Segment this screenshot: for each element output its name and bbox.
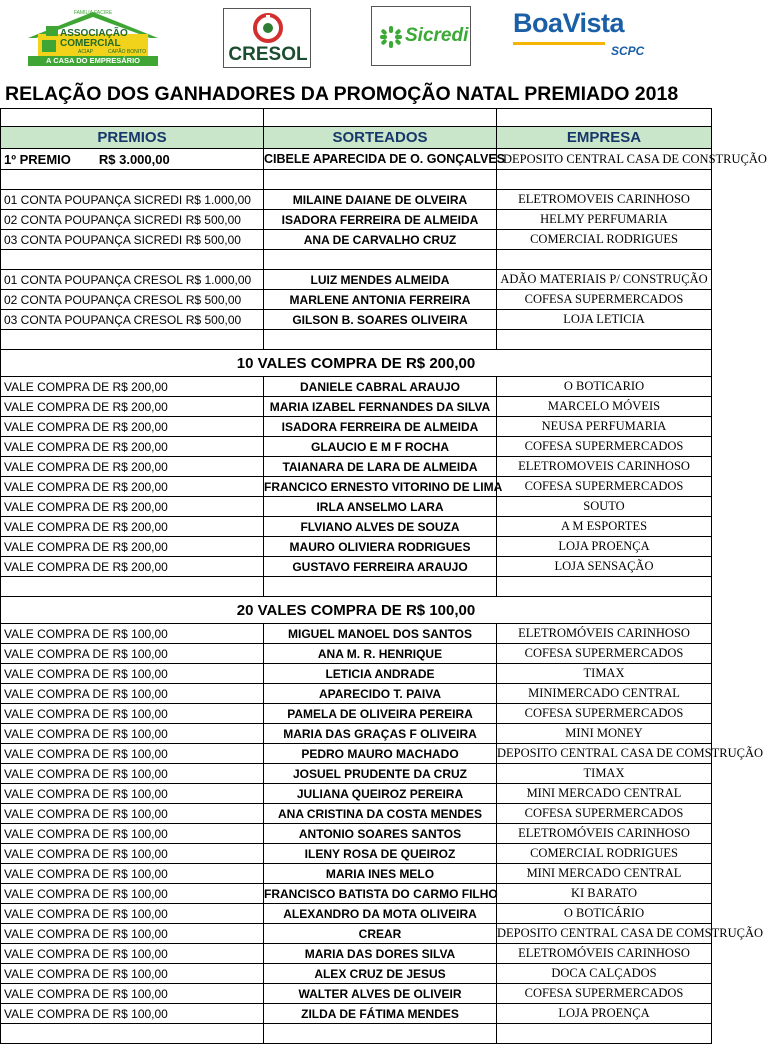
winner-cell: GUSTAVO FERREIRA ARAUJO bbox=[264, 557, 497, 577]
company-cell: LOJA LETICIA bbox=[497, 310, 712, 330]
prize-cell: 03 CONTA POUPANÇA CRESOL R$ 500,00 bbox=[1, 310, 264, 330]
company-cell: DEPOSITO CENTRAL CASA DE COMSTRUÇÃO bbox=[497, 744, 712, 764]
winner-cell: PAMELA DE OLIVEIRA PEREIRA bbox=[264, 704, 497, 724]
winner-cell: ANA M. R. HENRIQUE bbox=[264, 644, 497, 664]
cresol-logo bbox=[223, 8, 311, 68]
winners-table-body bbox=[1, 109, 767, 1044]
winner-cell: JULIANA QUEIROZ PEREIRA bbox=[264, 784, 497, 804]
prize-cell: VALE COMPRA DE R$ 100,00 bbox=[1, 684, 264, 704]
voucher-100-row bbox=[1, 924, 712, 944]
voucher-100-row bbox=[1, 704, 712, 724]
section-100-title: 20 VALES COMPRA DE R$ 100,00 bbox=[1, 597, 712, 624]
sicredi-prize-row bbox=[1, 210, 712, 230]
company-cell: COFESA SUPERMERCADOS bbox=[497, 290, 712, 310]
acic-line1: ASSOCIAÇÃO bbox=[60, 28, 128, 39]
company-cell: MINI MERCADO CENTRAL bbox=[497, 784, 712, 804]
winner-cell: FRANCICO ERNESTO VITORINO DE LIMA bbox=[264, 477, 497, 497]
prize-cell: VALE COMPRA DE R$ 100,00 bbox=[1, 764, 264, 784]
company-cell: MINIMERCADO CENTRAL bbox=[497, 684, 712, 704]
section-200 bbox=[1, 350, 712, 377]
winner-cell: DANIELE CABRAL ARAUJO bbox=[264, 377, 497, 397]
voucher-200-row bbox=[1, 557, 712, 577]
voucher-100-row bbox=[1, 804, 712, 824]
prize-cell: VALE COMPRA DE R$ 200,00 bbox=[1, 377, 264, 397]
company-cell: COMERCIAL RODRIGUES bbox=[497, 844, 712, 864]
scpc-text: SCPC bbox=[611, 44, 645, 58]
voucher-200-row bbox=[1, 457, 712, 477]
prize-cell: VALE COMPRA DE R$ 200,00 bbox=[1, 537, 264, 557]
blank-row bbox=[1, 577, 712, 597]
prize-cell: VALE COMPRA DE R$ 100,00 bbox=[1, 884, 264, 904]
voucher-100-row bbox=[1, 764, 712, 784]
prize-cell: VALE COMPRA DE R$ 100,00 bbox=[1, 1004, 264, 1024]
prize-cell: VALE COMPRA DE R$ 100,00 bbox=[1, 624, 264, 644]
prize-cell: VALE COMPRA DE R$ 200,00 bbox=[1, 417, 264, 437]
winner-cell: MARIA DAS DORES SILVA bbox=[264, 944, 497, 964]
company-cell: O BOTICARIO bbox=[497, 377, 712, 397]
blank-row bbox=[1, 170, 712, 190]
prize-cell: VALE COMPRA DE R$ 200,00 bbox=[1, 557, 264, 577]
voucher-200-row bbox=[1, 517, 712, 537]
voucher-200-row bbox=[1, 437, 712, 457]
voucher-200-row bbox=[1, 397, 712, 417]
voucher-200-row bbox=[1, 377, 712, 397]
voucher-100-row bbox=[1, 1004, 712, 1024]
company-cell: HELMY PERFUMARIA bbox=[497, 210, 712, 230]
winner-cell: ALEXANDRO DA MOTA OLIVEIRA bbox=[264, 904, 497, 924]
first-prize-amount: R$ 3.000,00 bbox=[98, 151, 170, 167]
header-premios: PREMIOS bbox=[1, 127, 264, 149]
voucher-200-row bbox=[1, 417, 712, 437]
acic-tagline: A CASA DO EMPRESÁRIO bbox=[45, 56, 141, 65]
winner-cell: APARECIDO T. PAIVA bbox=[264, 684, 497, 704]
company-cell: COMERCIAL RODRIGUES bbox=[497, 230, 712, 250]
company-cell: O BOTICÁRIO bbox=[497, 904, 712, 924]
voucher-100-row bbox=[1, 644, 712, 664]
prize-cell: 03 CONTA POUPANÇA SICREDI R$ 500,00 bbox=[1, 230, 264, 250]
company-cell: MINI MERCADO CENTRAL bbox=[497, 864, 712, 884]
prize-cell: VALE COMPRA DE R$ 200,00 bbox=[1, 397, 264, 417]
prize-cell: VALE COMPRA DE R$ 100,00 bbox=[1, 904, 264, 924]
company-cell: ELETROMÓVEIS CARINHOSO bbox=[497, 824, 712, 844]
prize-cell: 01 CONTA POUPANÇA SICREDI R$ 1.000,00 bbox=[1, 190, 264, 210]
prize-cell: VALE COMPRA DE R$ 100,00 bbox=[1, 644, 264, 664]
company-cell: LOJA SENSAÇÃO bbox=[497, 557, 712, 577]
prize-cell: 02 CONTA POUPANÇA CRESOL R$ 500,00 bbox=[1, 290, 264, 310]
section-100 bbox=[1, 597, 712, 624]
prize-cell: VALE COMPRA DE R$ 200,00 bbox=[1, 517, 264, 537]
voucher-100-row bbox=[1, 984, 712, 1004]
company-cell: LOJA PROENÇA bbox=[497, 537, 712, 557]
voucher-100-row bbox=[1, 964, 712, 984]
voucher-100-row bbox=[1, 944, 712, 964]
company-cell: COFESA SUPERMERCADOS bbox=[497, 644, 712, 664]
cresol-wordmark: CRESOL bbox=[228, 44, 308, 65]
company-cell: A M ESPORTES bbox=[497, 517, 712, 537]
company-cell: KI BARATO bbox=[497, 884, 712, 904]
prize-cell: VALE COMPRA DE R$ 100,00 bbox=[1, 964, 264, 984]
sicredi-prize-row bbox=[1, 190, 712, 210]
winner-cell: LUIZ MENDES ALMEIDA bbox=[264, 270, 497, 290]
first-prize-cell bbox=[1, 149, 264, 170]
cresol-prize-row bbox=[1, 270, 712, 290]
voucher-100-row bbox=[1, 824, 712, 844]
voucher-100-row bbox=[1, 744, 712, 764]
winner-cell: ZILDA DE FÁTIMA MENDES bbox=[264, 1004, 497, 1024]
boavista-underline bbox=[513, 42, 605, 45]
company-cell: ELETROMÓVEIS CARINHOSO bbox=[497, 624, 712, 644]
first-prize-label: 1º PREMIO bbox=[4, 151, 71, 167]
voucher-200-row bbox=[1, 477, 712, 497]
sicredi-symbol-icon bbox=[380, 26, 402, 48]
associacao-comercial-logo bbox=[26, 10, 160, 67]
section-200-title: 10 VALES COMPRA DE R$ 200,00 bbox=[1, 350, 712, 377]
voucher-100-row bbox=[1, 684, 712, 704]
winner-cell: ALEX CRUZ DE JESUS bbox=[264, 964, 497, 984]
winner-cell: MARLENE ANTONIA FERREIRA bbox=[264, 290, 497, 310]
prize-cell: 01 CONTA POUPANÇA CRESOL R$ 1.000,00 bbox=[1, 270, 264, 290]
company-cell: MARCELO MÓVEIS bbox=[497, 397, 712, 417]
first-prize-winner: CIBELE APARECIDA DE O. GONÇALVES bbox=[264, 149, 497, 170]
prize-cell: VALE COMPRA DE R$ 100,00 bbox=[1, 744, 264, 764]
voucher-100-row bbox=[1, 884, 712, 904]
company-cell: LOJA PROENÇA bbox=[497, 1004, 712, 1024]
winner-cell: ANA DE CARVALHO CRUZ bbox=[264, 230, 497, 250]
sponsor-logos bbox=[0, 0, 710, 78]
winner-cell: MARIA INES MELO bbox=[264, 864, 497, 884]
winner-cell: FRANCISCO BATISTA DO CARMO FILHO bbox=[264, 884, 497, 904]
company-cell: ELETROMÓVEIS CARINHOSO bbox=[497, 944, 712, 964]
company-cell: TIMAX bbox=[497, 664, 712, 684]
company-cell: COFESA SUPERMERCADOS bbox=[497, 477, 712, 497]
company-cell: MINI MONEY bbox=[497, 724, 712, 744]
acic-line2: COMERCIAL bbox=[60, 38, 121, 49]
voucher-100-row bbox=[1, 864, 712, 884]
blank-row bbox=[1, 330, 712, 350]
winner-cell: MARIA IZABEL FERNANDES DA SILVA bbox=[264, 397, 497, 417]
page-title: RELAÇÃO DOS GANHADORES DA PROMOÇÃO NATAL PREMIADO 2018 bbox=[5, 83, 679, 105]
company-cell: SOUTO bbox=[497, 497, 712, 517]
spacer-row bbox=[1, 109, 712, 127]
voucher-100-row bbox=[1, 784, 712, 804]
boavista-logo bbox=[513, 8, 663, 64]
prize-cell: VALE COMPRA DE R$ 100,00 bbox=[1, 704, 264, 724]
winner-cell: MIGUEL MANOEL DOS SANTOS bbox=[264, 624, 497, 644]
company-cell: DEPOSITO CENTRAL CASA DE COMSTRUÇÃO bbox=[497, 924, 712, 944]
company-cell: ELETROMOVEIS CARINHOSO bbox=[497, 190, 712, 210]
prize-cell: VALE COMPRA DE R$ 100,00 bbox=[1, 864, 264, 884]
winner-cell: IRLA ANSELMO LARA bbox=[264, 497, 497, 517]
company-cell: COFESA SUPERMERCADOS bbox=[497, 704, 712, 724]
company-cell: COFESA SUPERMERCADOS bbox=[497, 804, 712, 824]
prize-cell: VALE COMPRA DE R$ 200,00 bbox=[1, 457, 264, 477]
winner-cell: MAURO OLIVIERA RODRIGUES bbox=[264, 537, 497, 557]
voucher-200-row bbox=[1, 497, 712, 517]
winner-cell: ISADORA FERREIRA DE ALMEIDA bbox=[264, 417, 497, 437]
company-cell: COFESA SUPERMERCADOS bbox=[497, 437, 712, 457]
winner-cell: MILAINE DAIANE DE OLVEIRA bbox=[264, 190, 497, 210]
voucher-100-row bbox=[1, 624, 712, 644]
prize-cell: VALE COMPRA DE R$ 100,00 bbox=[1, 944, 264, 964]
voucher-100-row bbox=[1, 904, 712, 924]
header-row bbox=[1, 127, 712, 149]
winner-cell: ANTONIO SOARES SANTOS bbox=[264, 824, 497, 844]
prize-cell: VALE COMPRA DE R$ 200,00 bbox=[1, 477, 264, 497]
company-cell: TIMAX bbox=[497, 764, 712, 784]
sicredi-wordmark: Sicredi bbox=[405, 25, 469, 46]
blank-row bbox=[1, 1024, 712, 1044]
prize-cell: VALE COMPRA DE R$ 100,00 bbox=[1, 924, 264, 944]
voucher-100-row bbox=[1, 724, 712, 744]
prize-cell: 02 CONTA POUPANÇA SICREDI R$ 500,00 bbox=[1, 210, 264, 230]
header-sorteados: SORTEADOS bbox=[264, 127, 497, 149]
acic-top-text: FAMILIA FACIRE bbox=[73, 10, 113, 16]
cresol-prize-row bbox=[1, 290, 712, 310]
winner-cell: JOSUEL PRUDENTE DA CRUZ bbox=[264, 764, 497, 784]
winner-cell: ISADORA FERREIRA DE ALMEIDA bbox=[264, 210, 497, 230]
prize-cell: VALE COMPRA DE R$ 200,00 bbox=[1, 497, 264, 517]
winner-cell: ANA CRISTINA DA COSTA MENDES bbox=[264, 804, 497, 824]
winner-cell: PEDRO MAURO MACHADO bbox=[264, 744, 497, 764]
sicredi-prize-row bbox=[1, 230, 712, 250]
company-cell: DOCA CALÇADOS bbox=[497, 964, 712, 984]
company-cell: ELETROMOVEIS CARINHOSO bbox=[497, 457, 712, 477]
first-prize-row bbox=[1, 149, 712, 170]
prize-cell: VALE COMPRA DE R$ 100,00 bbox=[1, 784, 264, 804]
company-cell: NEUSA PERFUMARIA bbox=[497, 417, 712, 437]
winner-cell: WALTER ALVES DE OLIVEIR bbox=[264, 984, 497, 1004]
boavista-wordmark: BoaVista bbox=[513, 8, 625, 38]
sicredi-logo bbox=[371, 6, 471, 66]
winner-cell: TAIANARA DE LARA DE ALMEIDA bbox=[264, 457, 497, 477]
acic-small-right: CAPÃO BONITO bbox=[108, 49, 146, 55]
company-cell: COFESA SUPERMERCADOS bbox=[497, 984, 712, 1004]
voucher-100-row bbox=[1, 844, 712, 864]
blank-row bbox=[1, 250, 712, 270]
prize-cell: VALE COMPRA DE R$ 100,00 bbox=[1, 664, 264, 684]
prize-cell: VALE COMPRA DE R$ 100,00 bbox=[1, 984, 264, 1004]
winner-cell: ILENY ROSA DE QUEIROZ bbox=[264, 844, 497, 864]
winner-cell: GLAUCIO E M F ROCHA bbox=[264, 437, 497, 457]
winner-cell: LETICIA ANDRADE bbox=[264, 664, 497, 684]
acic-small-left: ACIAP bbox=[78, 49, 94, 55]
voucher-100-row bbox=[1, 664, 712, 684]
cresol-prize-row bbox=[1, 310, 712, 330]
winner-cell: GILSON B. SOARES OLIVEIRA bbox=[264, 310, 497, 330]
prize-cell: VALE COMPRA DE R$ 200,00 bbox=[1, 437, 264, 457]
prize-cell: VALE COMPRA DE R$ 100,00 bbox=[1, 844, 264, 864]
winner-cell: FLVIANO ALVES DE SOUZA bbox=[264, 517, 497, 537]
first-prize-company: DEPOSITO CENTRAL CASA DE CONSTRUÇÃO bbox=[497, 149, 712, 170]
company-cell: ADÃO MATERIAIS P/ CONSTRUÇÃO bbox=[497, 270, 712, 290]
prize-cell: VALE COMPRA DE R$ 100,00 bbox=[1, 724, 264, 744]
header-empresa: EMPRESA bbox=[497, 127, 712, 149]
voucher-200-row bbox=[1, 537, 712, 557]
prize-cell: VALE COMPRA DE R$ 100,00 bbox=[1, 824, 264, 844]
winner-cell: MARIA DAS GRAÇAS F OLIVEIRA bbox=[264, 724, 497, 744]
winners-table bbox=[0, 108, 767, 1044]
prize-cell: VALE COMPRA DE R$ 100,00 bbox=[1, 804, 264, 824]
winner-cell: CREAR bbox=[264, 924, 497, 944]
cresol-symbol-icon bbox=[253, 13, 283, 43]
